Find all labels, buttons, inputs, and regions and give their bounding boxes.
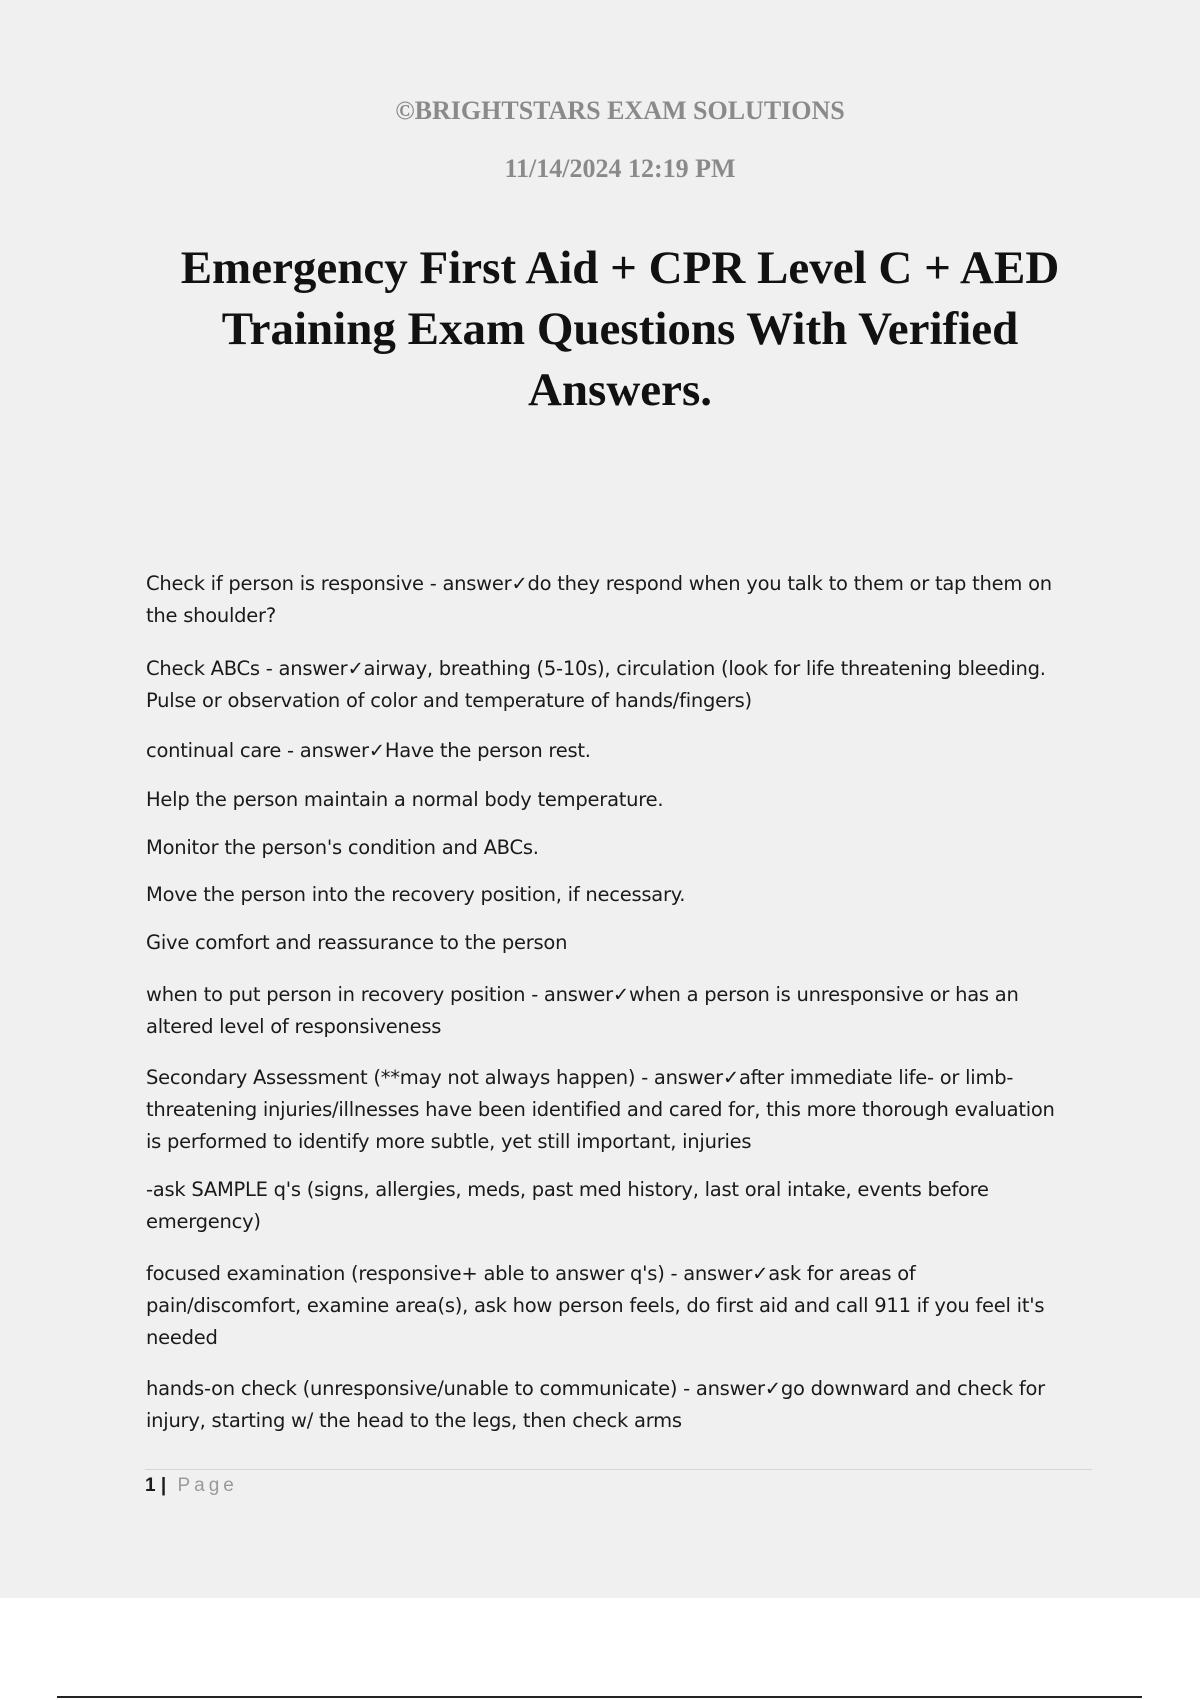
paragraph-body-temperature: Help the person maintain a normal body temperature.	[146, 788, 664, 811]
next-page-divider	[57, 1696, 1142, 1698]
qa-item-recovery-position: when to put person in recovery position - answer✓when a person is unresponsive or has an altered level of responsiveness	[146, 983, 1019, 1038]
page-label: Page	[177, 1475, 238, 1496]
qa-item-continual-care: continual care - answer✓Have the person rest.	[146, 739, 591, 762]
paragraph-sample-questions: -ask SAMPLE q's (signs, allergies, meds, past med history, last oral intake, events before emergency)	[146, 1178, 989, 1233]
page-number: 1	[145, 1475, 156, 1496]
paragraph-comfort: Give comfort and reassurance to the person	[146, 931, 568, 954]
document-title	[130, 238, 1110, 421]
qa-item-abcs: Check ABCs - answer✓airway, breathing (5-10s), circulation (look for life threatening bleeding. Pulse or observation of color and temperature of hands/fingers)	[146, 657, 1046, 712]
qa-item-responsive: Check if person is responsive - answer✓do they respond when you talk to them or tap them on the shoulder?	[146, 572, 1052, 627]
title-line: Answers.	[527, 364, 713, 416]
title-line: Emergency First Aid + CPR Level C + AED	[180, 242, 1060, 294]
title-line: Training Exam Questions With Verified	[221, 303, 1019, 355]
qa-item-hands-on-check: hands-on check (unresponsive/unable to communicate) - answer✓go downward and check for injury, starting w/ the head to the legs, then check arms	[146, 1377, 1045, 1432]
date-header: 11/14/2024 12:19 PM	[504, 154, 736, 183]
page-footer	[145, 1474, 238, 1498]
qa-item-secondary-assessment: Secondary Assessment (**may not always happen) - answer✓after immediate life- or limb- threatening injuries/illnesses have been identified and cared for, this more thorough evaluation is performed to identify more subtle, yet still important, injuries	[146, 1066, 1055, 1153]
page-separator: |	[160, 1475, 167, 1496]
paragraph-recovery-position: Move the person into the recovery position, if necessary.	[146, 883, 686, 906]
qa-item-focused-examination: focused examination (responsive+ able to answer q's) - answer✓ask for areas of pain/discomfort, examine area(s), ask how person feels, do first aid and call 911 if you feel it's needed	[146, 1262, 1045, 1349]
footer-divider	[145, 1469, 1092, 1470]
paragraph-monitor: Monitor the person's condition and ABCs.	[146, 836, 539, 859]
copyright-header: ©BRIGHTSTARS EXAM SOLUTIONS	[395, 96, 845, 125]
